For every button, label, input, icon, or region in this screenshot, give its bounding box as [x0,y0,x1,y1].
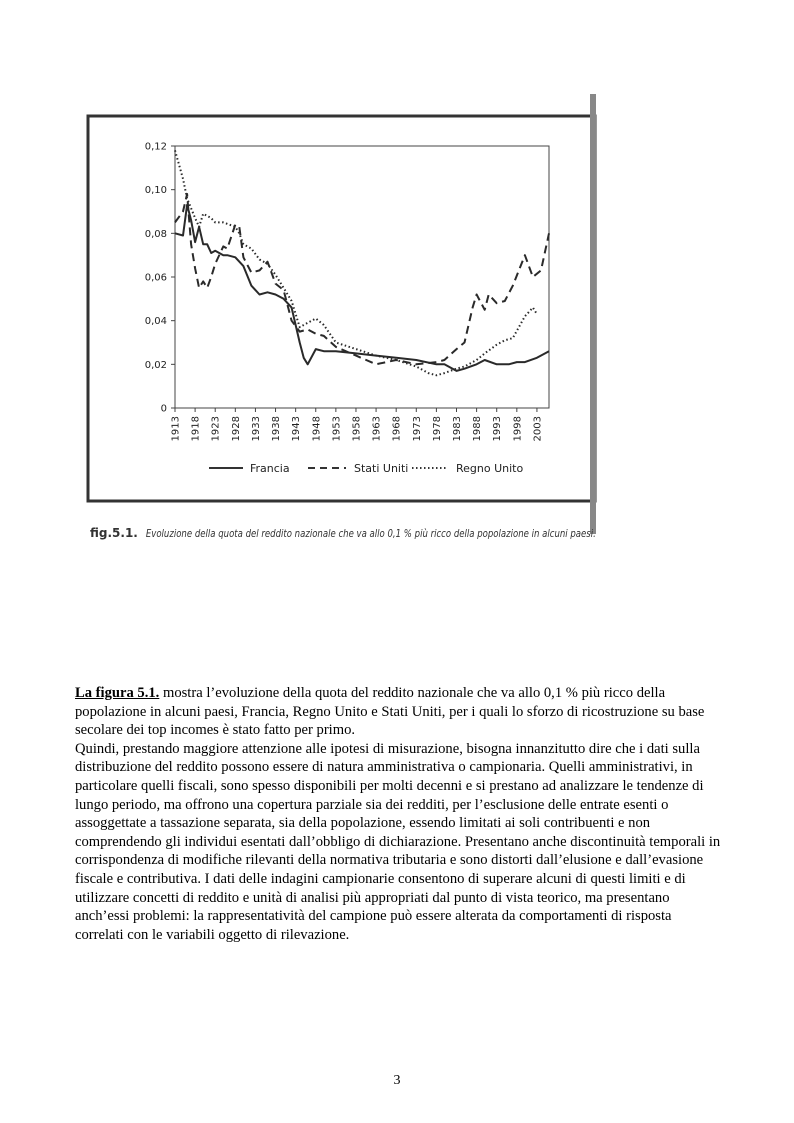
legend-label-francia: Francia [250,462,290,475]
figure-caption [90,524,596,541]
paragraph-1-text: mostra l’evoluzione della quota del reddito nazionale che va allo 0,1 % più ricco della popolazione in alcuni paesi, Francia, Regno Unito e Stati Uniti, per i quali lo sforzo di ricostruzione su base secolare dei top incomes è stato fatto per primo. [75,685,705,739]
x-tick-label: 2003 [532,416,544,442]
x-tick-label: 1923 [210,416,222,442]
legend-label-regno-unito: Regno Unito [456,462,524,475]
figure-reference: La figura 5.1. [75,685,160,701]
x-tick-label: 1938 [271,416,283,442]
x-tick-label: 1968 [391,416,403,442]
page-number: 3 [393,1073,401,1088]
x-tick-label: 1988 [472,416,484,442]
x-tick-label: 1928 [230,416,242,442]
legend-label-stati-uniti: Stati Uniti [354,462,409,475]
y-tick-label: 0,10 [144,185,167,197]
y-tick-label: 0,02 [144,359,167,371]
x-tick-label: 1978 [431,416,443,442]
y-axis [145,142,175,415]
y-tick-label: 0,12 [144,141,167,153]
paragraph-1 [75,684,723,740]
plot-area [175,146,549,408]
figure-caption-label: fig.5.1. [90,526,138,540]
chart-svg [86,94,598,544]
x-tick-label: 1953 [331,416,343,442]
x-tick-label: 1948 [311,416,323,442]
x-tick-label: 1943 [291,416,303,442]
x-tick-label: 1913 [170,416,182,442]
series-line-regno-unito [175,150,537,375]
x-tick-label: 1983 [452,416,464,442]
x-tick-label: 1918 [190,416,202,442]
legend [209,462,523,475]
y-tick-label: 0 [160,403,167,415]
series-line-stati-uniti [175,194,549,364]
x-tick-label: 1998 [512,416,524,442]
x-tick-label: 1963 [371,416,383,442]
body-text [75,684,723,944]
paragraph-2: Quindi, prestando maggiore attenzione alle ipotesi di misurazione, bisogna innanzitutto dire che i dati sulla distribuzione del reddito possono essere di natura amministrativa o campionaria. Quelli amministrativi, in particolare quelli fiscali, sono spesso disponibili per molti decenni e si prestano ad analizzare le tendenze di lungo periodo, ma offrono una copertura parziale sia dei redditi, per l’esclusione delle entrate esenti o assoggettate a tassazione separata, sia della popolazione, essendo limitati ai soli contribuenti e non comprendendo gli individui esentati dall’obbligo di dichiarazione. Presentano anche discontinuità temporali in corrispondenza di modifiche rilevanti della normativa tributaria e sono distorti dall’elusione e dall’evasione fiscale e contributiva. I dati delle indagini campionarie consentono di superare alcuni di questi limiti e di utilizzare concetti di reddito e unità di analisi più appropriati dal punto di vista teorico, ma presentano anch’essi problemi: la rappresentatività del campione può essere alterata da comportamenti di risposta correlati con le variabili oggetto di rilevazione. [75,740,721,943]
series-line-francia [175,205,549,371]
figure-scan [86,94,598,544]
figure-caption-text: Evoluzione della quota del reddito nazionale che va allo 0,1 % più ricco della popolazione in alcuni paesi. [145,527,596,540]
x-tick-label: 1933 [250,416,262,442]
x-tick-label: 1973 [411,416,423,442]
series-layer [175,150,549,375]
y-tick-label: 0,04 [144,316,167,328]
y-tick-label: 0,06 [144,272,167,284]
x-tick-label: 1958 [351,416,363,442]
scan-frame [88,116,595,501]
x-tick-label: 1993 [492,416,504,442]
y-tick-label: 0,08 [144,228,167,240]
x-axis [171,408,544,441]
